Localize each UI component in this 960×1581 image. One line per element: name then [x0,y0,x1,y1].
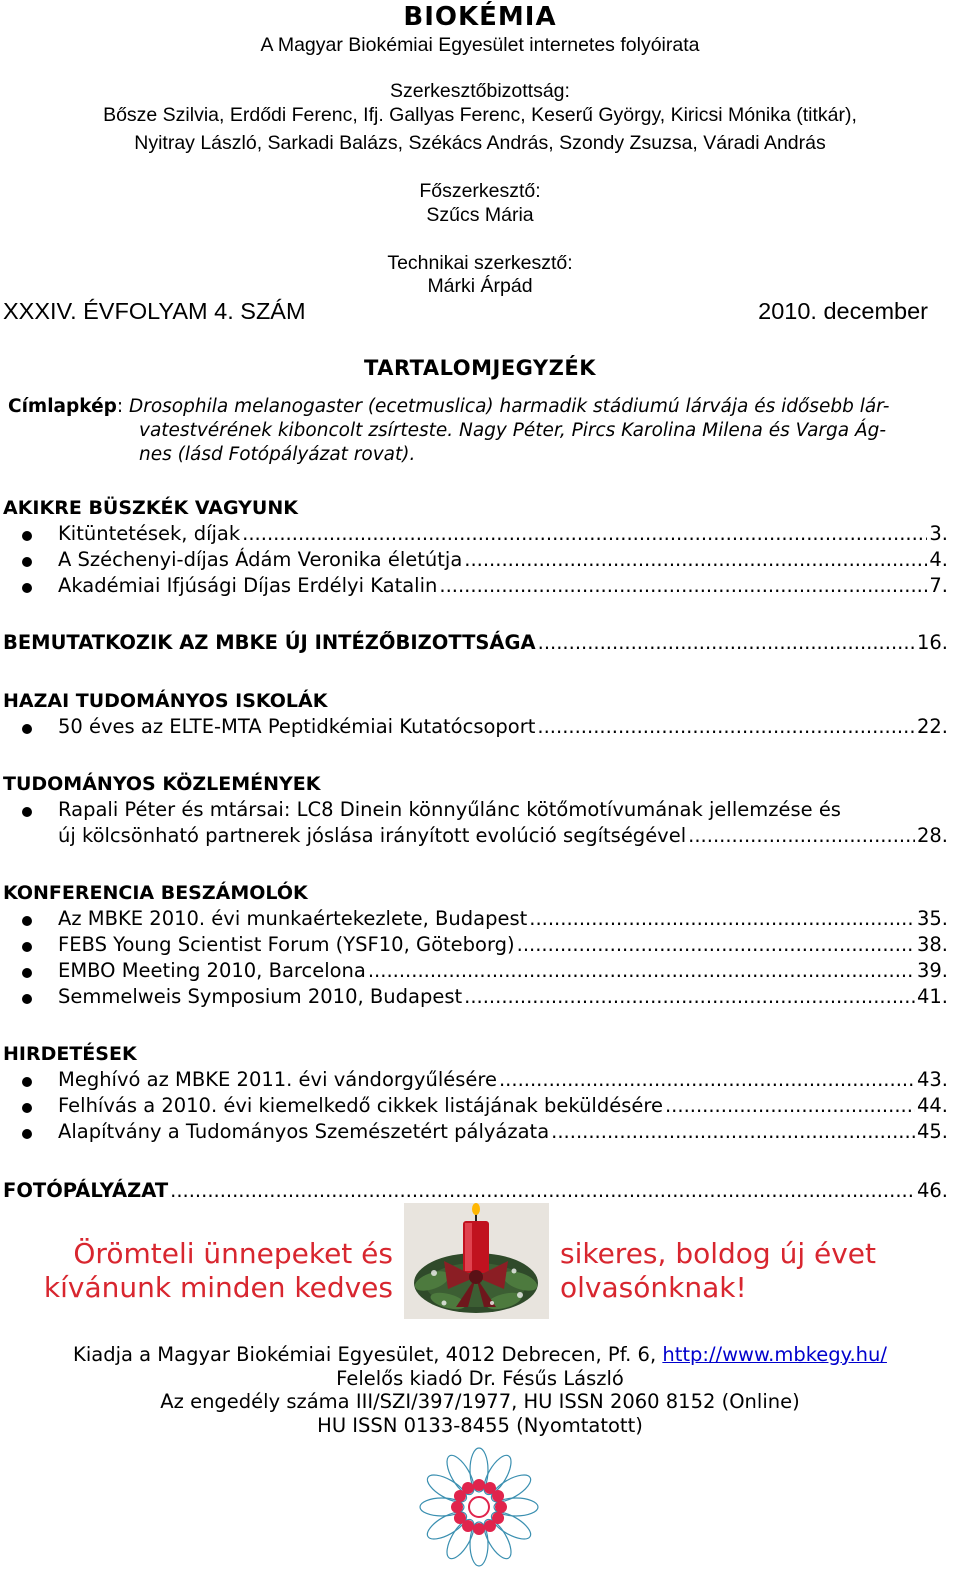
chief-editor-name: Szűcs Mária [426,204,534,226]
section-ads-title: HIRDETÉSEK [3,1043,137,1065]
greeting-left-line1: Örömteli ünnepeket és [73,1237,393,1270]
page-number: 45. [916,1120,948,1143]
toc-entry-board[interactable]: BEMUTATKOZIK AZ MBKE ÚJ INTÉZŐBIZOTTSÁGA ..... 16. [3,631,948,654]
bullet [22,557,32,567]
page-number: 44. [916,1094,948,1117]
bullet [22,916,32,926]
bullet [22,1129,32,1139]
page-number: 22. [916,715,948,738]
toc-entry[interactable]: Akadémiai Ifjúsági Díjas Erdélyi Katalin ..... 7. [58,574,948,597]
section-schools-title: HAZAI TUDOMÁNYOS ISKOLÁK [3,690,328,712]
page-number: 38. [916,933,948,956]
science-entry-line1[interactable]: Rapali Péter és mtársai: LC8 Dinein könnyűlánc kötőmotívumának jellemzése és [58,798,841,821]
bullet [22,1077,32,1087]
toc-heading: TARTALOMJEGYZÉK [364,356,596,380]
cover-caption-line2: vatestvérének kiboncolt zsírteste. Nagy Péter, Pircs Karolina Milena és Varga Ág- [139,420,887,441]
tech-editor-label: Technikai szerkesztő: [387,252,573,274]
bullet [22,942,32,952]
volume-number: XXXIV. ÉVFOLYAM 4. SZÁM [3,298,306,324]
toc-entry[interactable]: Az MBKE 2010. évi munkaértekezlete, Budapest ..... 35. [58,907,948,930]
page-number: 46. [916,1179,948,1202]
greeting-right-line2: olvasónknak! [560,1271,747,1304]
toc-entry[interactable]: EMBO Meeting 2010, Barcelona ..... 39. [58,959,948,982]
bullet [22,968,32,978]
bullet [22,1103,32,1113]
greeting-right-line1: sikeres, boldog új évet [560,1237,877,1270]
license-line: Az engedély száma III/SZI/397/1977, HU ISSN 2060 8152 (Online) [160,1390,800,1413]
bullet [22,724,32,734]
chief-editor-label: Főszerkesztő: [419,180,541,202]
section-conf-title: KONFERENCIA BESZÁMOLÓK [3,882,308,904]
board-members-line2: Nyitray László, Sarkadi Balázs, Székács András, Szondy Zsuzsa, Váradi András [134,132,826,154]
page-number: 4. [929,548,948,571]
cover-label: Címlapkép [8,396,117,417]
toc-entry[interactable]: Alapítvány a Tudományos Szemészetért pályázata ..... 45. [58,1120,948,1143]
christmas-candle-wreath-photo [404,1203,549,1319]
page-number: 35. [916,907,948,930]
page-number: 41. [916,985,948,1008]
mbke-logo [412,1440,546,1574]
toc-entry[interactable]: Kitüntetések, díjak ..... 3. [58,522,948,545]
toc-entry[interactable]: 50 éves az ELTE-MTA Peptidkémiai Kutatócsoport ..... 22. [58,715,948,738]
publisher-line: Kiadja a Magyar Biokémiai Egyesület, 4012 Debrecen, Pf. 6, http://www.mbkegy.hu/ [73,1343,887,1366]
section-science-title: TUDOMÁNYOS KÖZLEMÉNYEK [3,773,321,795]
page-number: 7. [929,574,948,597]
journal-subtitle: A Magyar Biokémiai Egyesület internetes folyóirata [260,34,700,56]
toc-entry[interactable]: Meghívó az MBKE 2011. évi vándorgyűlésére ..... 43. [58,1068,948,1091]
section-proud-title: AKIKRE BÜSZKÉK VAGYUNK [3,497,298,519]
bullet [22,531,32,541]
toc-entry[interactable]: A Széchenyi-díjas Ádám Veronika életútja ..... 4. [58,548,948,571]
cover-text: Drosophila melanogaster (ecetmuslica) harmadik stádiumú lárvája és idősebb lár- [123,396,890,417]
toc-entry-photo[interactable]: FOTÓPÁLYÁZAT ..... 46. [3,1179,948,1202]
toc-entry[interactable]: Felhívás a 2010. évi kiemelkedő cikkek listájának beküldésére ..... 44. [58,1094,948,1117]
responsible-publisher: Felelős kiadó Dr. Fésűs László [336,1367,624,1390]
website-link[interactable]: http://www.mbkegy.hu/ [662,1343,887,1366]
cover-caption-line3: nes (lásd Fotópályázat rovat). [139,444,416,465]
page-number: 43. [916,1068,948,1091]
board-members-line1: Bősze Szilvia, Erdődi Ferenc, Ifj. Gallyas Ferenc, Keserű György, Kiricsi Mónika (titkár), [103,104,857,126]
page-number: 39. [916,959,948,982]
issue-date: 2010. december [758,298,928,324]
bullet [22,994,32,1004]
issn-print: HU ISSN 0133-8455 (Nyomtatott) [317,1414,643,1437]
cover-caption-line1: Címlapkép: Drosophila melanogaster (ecetmuslica) harmadik stádiumú lárvája és idősebb lár- [8,396,890,417]
tech-editor-name: Márki Árpád [427,275,533,297]
toc-entry[interactable]: FEBS Young Scientist Forum (YSF10, Göteborg) ..... 38. [58,933,948,956]
page-number: 3. [929,522,948,545]
toc-entry[interactable]: új kölcsönható partnerek jóslása irányított evolúció segítségével ..... 28. [58,824,948,847]
journal-title: BIOKÉMIA [403,2,557,32]
page-number: 16. [916,631,948,654]
board-label: Szerkesztőbizottság: [390,80,570,102]
bullet [22,807,32,817]
page-number: 28. [916,824,948,847]
toc-entry[interactable]: Semmelweis Symposium 2010, Budapest ..... 41. [58,985,948,1008]
bullet [22,583,32,593]
greeting-left-line2: kívánunk minden kedves [43,1271,393,1304]
